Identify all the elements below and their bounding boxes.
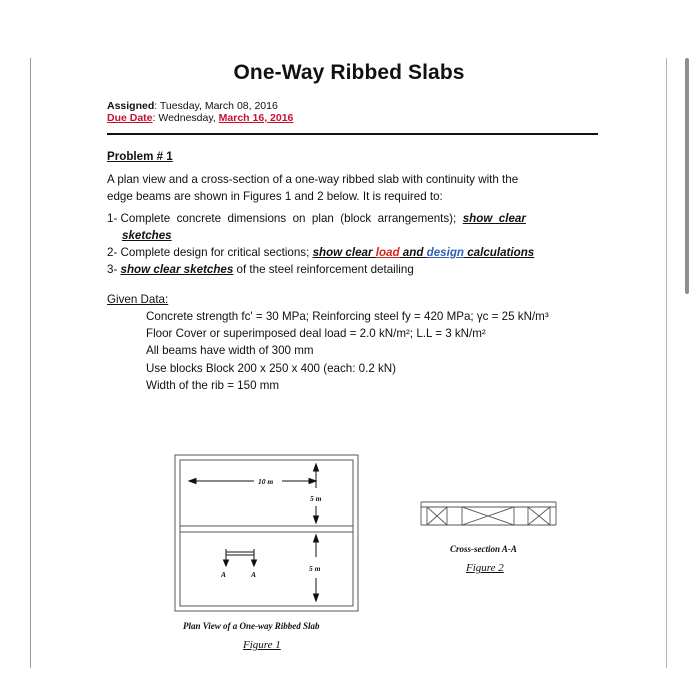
- assigned-line: [107, 100, 278, 112]
- task-1-emphasis: show clear: [462, 212, 526, 225]
- dimension-lines: [189, 464, 322, 601]
- figure-2-caption: Figure 2: [466, 562, 504, 574]
- task-1-emphasis-cont: sketches: [122, 229, 172, 242]
- due-date-line: [107, 112, 293, 124]
- given-data-heading: Given Data:: [107, 293, 169, 306]
- due-date-label: Due Date: [107, 112, 153, 124]
- due-date-prefix: : Wednesday,: [152, 112, 219, 124]
- given-line-1: Concrete strength fc' = 30 MPa; Reinforcing steel fy = 420 MPa; γc = 25 kN/m³: [146, 310, 549, 323]
- header-divider: [107, 133, 598, 135]
- problem-intro-line-2: edge beams are shown in Figures 1 and 2 below. It is required to:: [107, 190, 443, 203]
- due-date-value: March 16, 2016: [218, 112, 294, 124]
- task-2-emph-design: design: [426, 246, 464, 259]
- task-2: [107, 244, 534, 262]
- given-line-4: Use blocks Block 200 x 250 x 400 (each: 0.2 kN): [146, 362, 397, 375]
- cross-section-drawing: [421, 502, 556, 525]
- dim-5m-top-arrow-down: [314, 516, 319, 523]
- section-cut-marker: [224, 549, 257, 566]
- vertical-scrollbar[interactable]: [685, 58, 689, 294]
- task-1-text: 1- Complete concrete dimensions on plan (block arrangements);: [107, 212, 463, 225]
- task-2-text: 2- Complete design for critical sections;: [107, 246, 313, 259]
- task-3-text: 3-: [107, 263, 121, 276]
- task-2-emph-load: load: [375, 246, 400, 259]
- task-3-emphasis: show clear sketches: [120, 263, 234, 276]
- task-1: [107, 210, 526, 228]
- task-2-emph-a: show clear: [312, 246, 376, 259]
- dim-5m-bottom-arrow-down: [314, 594, 319, 601]
- figure-1-title: Plan View of a One-way Ribbed Slab: [183, 621, 320, 631]
- dim-label-5m-top: 5 m: [310, 494, 322, 503]
- given-line-2: Floor Cover or superimposed deal load = 2.0 kN/m²; L.L = 3 kN/m²: [146, 327, 486, 340]
- page-border-left: [30, 58, 31, 668]
- task-2-emph-b: and: [399, 246, 427, 259]
- dim-5m-bottom-arrow-up: [314, 535, 319, 542]
- assigned-value: : Tuesday, March 08, 2016: [154, 100, 278, 112]
- page-border-right: [666, 58, 667, 668]
- dim-5m-top-arrow-up: [314, 464, 319, 471]
- task-3-rest: of the steel reinforcement detailing: [233, 263, 414, 276]
- dim-10m-arrow-right: [309, 479, 316, 484]
- dim-label-5m-bottom: 5 m: [309, 564, 321, 573]
- dim-10m-arrow-left: [189, 479, 196, 484]
- dim-label-10m: 10 m: [258, 477, 274, 486]
- figure-1-caption: Figure 1: [243, 639, 281, 651]
- problem-intro-line-1: A plan view and a cross-section of a one-way ribbed slab with continuity with the: [107, 173, 519, 186]
- task-3: [107, 261, 414, 279]
- given-line-3: All beams have width of 300 mm: [146, 344, 314, 357]
- figure-2-title: Cross-section A-A: [450, 544, 517, 554]
- section-label-right: A: [251, 570, 257, 579]
- document-title: One-Way Ribbed Slabs: [233, 61, 465, 84]
- problem-heading: Problem # 1: [107, 150, 173, 163]
- given-line-5: Width of the rib = 150 mm: [146, 379, 280, 392]
- task-2-emph-c: calculations: [464, 246, 535, 259]
- assigned-label: Assigned: [107, 100, 155, 112]
- section-label-left: A: [221, 570, 227, 579]
